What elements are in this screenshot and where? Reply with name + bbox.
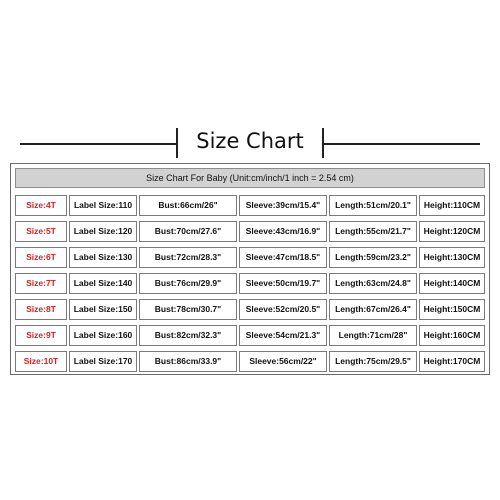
bust-cell: Bust:72cm/28.3" xyxy=(139,247,237,268)
bust-cell: Bust:70cm/27.6" xyxy=(139,221,237,242)
bust-cell: Bust:82cm/32.3" xyxy=(139,325,237,346)
length-cell: Length:71cm/28" xyxy=(329,325,417,346)
sleeve-cell: Sleeve:50cm/19.7" xyxy=(239,273,327,294)
title-right-rule xyxy=(324,143,480,145)
height-cell: Height:110CM xyxy=(419,195,485,216)
label-size-cell: Label Size:160 xyxy=(69,325,137,346)
size-cell: Size:7T xyxy=(15,273,67,294)
length-cell: Length:75cm/29.5" xyxy=(329,351,417,372)
length-cell: Length:67cm/26.4" xyxy=(329,299,417,320)
bust-cell: Bust:86cm/33.9" xyxy=(139,351,237,372)
sleeve-cell: Sleeve:56cm/22" xyxy=(239,351,327,372)
height-cell: Height:140CM xyxy=(419,273,485,294)
height-cell: Height:170CM xyxy=(419,351,485,372)
table-row xyxy=(15,299,485,320)
table-row xyxy=(15,351,485,372)
title-left-rule xyxy=(20,143,176,145)
height-cell: Height:160CM xyxy=(419,325,485,346)
table-row xyxy=(15,273,485,294)
table-row xyxy=(15,221,485,242)
size-chart-title-bar xyxy=(0,128,500,158)
sleeve-cell: Sleeve:54cm/21.3" xyxy=(239,325,327,346)
height-cell: Height:130CM xyxy=(419,247,485,268)
label-size-cell: Label Size:170 xyxy=(69,351,137,372)
table-row xyxy=(15,195,485,216)
size-cell: Size:8T xyxy=(15,299,67,320)
height-cell: Height:120CM xyxy=(419,221,485,242)
size-cell: Size:5T xyxy=(15,221,67,242)
size-cell: Size:6T xyxy=(15,247,67,268)
label-size-cell: Label Size:150 xyxy=(69,299,137,320)
length-cell: Length:63cm/24.8" xyxy=(329,273,417,294)
bust-cell: Bust:78cm/30.7" xyxy=(139,299,237,320)
length-cell: Length:51cm/20.1" xyxy=(329,195,417,216)
size-cell: Size:10T xyxy=(15,351,67,372)
length-cell: Length:55cm/21.7" xyxy=(329,221,417,242)
table-row xyxy=(15,247,485,268)
table-row xyxy=(15,325,485,346)
sleeve-cell: Sleeve:43cm/16.9" xyxy=(239,221,327,242)
sleeve-cell: Sleeve:47cm/18.5" xyxy=(239,247,327,268)
bust-cell: Bust:76cm/29.9" xyxy=(139,273,237,294)
page-title: Size Chart xyxy=(196,129,304,153)
table-header: Size Chart For Baby (Unit:cm/inch/1 inch = 2.54 cm) xyxy=(15,168,485,188)
size-cell: Size:9T xyxy=(15,325,67,346)
label-size-cell: Label Size:140 xyxy=(69,273,137,294)
length-cell: Length:59cm/23.2" xyxy=(329,247,417,268)
height-cell: Height:150CM xyxy=(419,299,485,320)
label-size-cell: Label Size:110 xyxy=(69,195,137,216)
label-size-cell: Label Size:120 xyxy=(69,221,137,242)
sleeve-cell: Sleeve:52cm/20.5" xyxy=(239,299,327,320)
size-chart-table xyxy=(10,163,490,375)
sleeve-cell: Sleeve:39cm/15.4" xyxy=(239,195,327,216)
bust-cell: Bust:66cm/26" xyxy=(139,195,237,216)
size-cell: Size:4T xyxy=(15,195,67,216)
label-size-cell: Label Size:130 xyxy=(69,247,137,268)
